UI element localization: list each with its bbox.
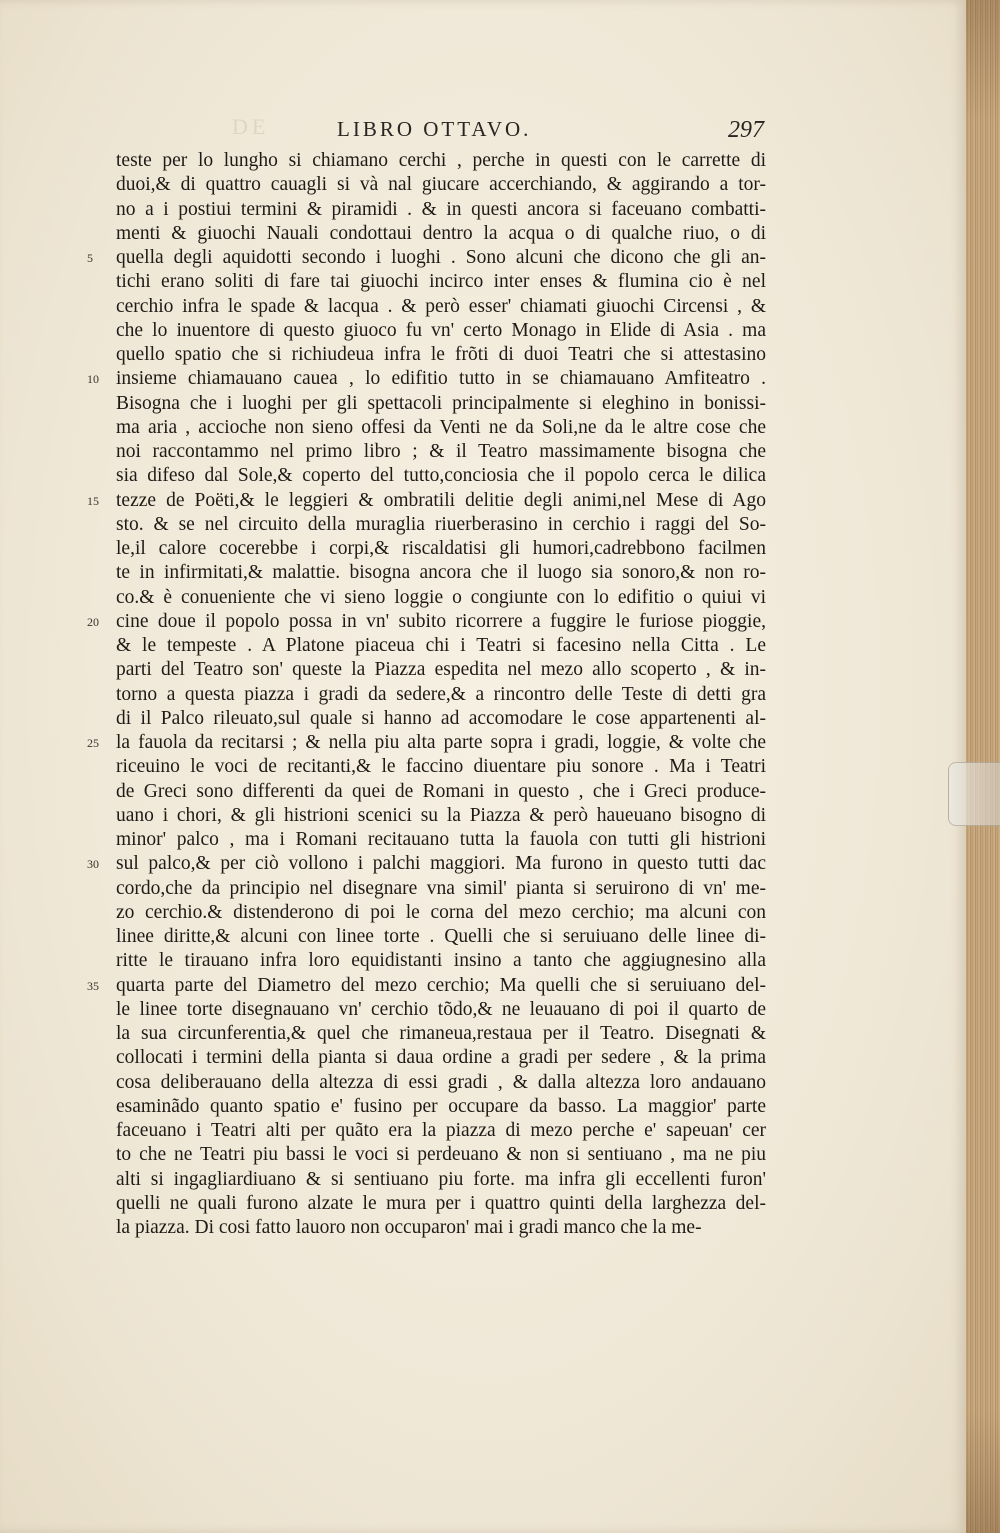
text-line [116, 877, 766, 901]
line-text: zo cerchio.& distenderono di poi le corna del mezo cerchio; ma alcuni con [116, 901, 766, 923]
line-number: 35 [87, 978, 99, 993]
text-line [116, 949, 766, 973]
text-line [116, 319, 766, 343]
line-text: tichi erano soliti di fare tai giuochi incirco inter enses & flumina cio è nel [116, 271, 766, 293]
line-number: 5 [87, 251, 93, 265]
text-line [116, 634, 766, 658]
text-block [87, 149, 766, 1240]
line-text: la piazza. Di cosi fatto lauoro non occuparon' mai i gradi manco che la me- [116, 1217, 702, 1238]
text-line [87, 367, 766, 391]
text-line [116, 270, 766, 294]
line-text: le linee torte disegnauano vn' cerchio tõdo,& ne leuauano di poi il quarto de [116, 998, 766, 1020]
text-line [116, 173, 766, 197]
line-text: esaminãdo quanto spatio e' fusino per occupare da basso. La maggior' parte [116, 1095, 766, 1117]
line-text: collocati i termini della pianta si daua ordine a gradi per sedere , & la prima [116, 1047, 766, 1069]
line-text: le,il calore cocerebbe i corpi,& riscaldatisi gli humori,cadrebbono facilmen [116, 538, 766, 559]
line-text: cosa deliberauano della altezza di essi gradi , & dalla altezza loro andauano [116, 1071, 766, 1093]
text-line [116, 222, 766, 246]
line-text: la fauola da recitarsi ; & nella piu alta parte sopra i gradi, loggie, & volte che [116, 732, 766, 753]
line-text: linee diritte,& alcuni con linee torte . Quelli che si seruiuano delle linee di- [116, 926, 766, 947]
text-line [116, 998, 766, 1022]
line-text: faceuano i Teatri alti per quãto era la piazza di mezo perche e' sapeuan' cer [116, 1120, 766, 1141]
line-number: 20 [87, 614, 99, 629]
line-number: 15 [87, 493, 99, 508]
line-text: teste per lo lungho si chiamano cerchi , perche in questi con le carrette di [116, 150, 766, 171]
line-text: quello spatio che si richiudeua infra le frõti di duoi Teatri che si attestasino [116, 344, 766, 365]
text-line [116, 513, 766, 537]
line-text: & le tempeste . A Platone piaceua chi i Teatri si facesino nella Citta . Le [116, 635, 766, 656]
text-line [116, 561, 766, 585]
text-line [116, 780, 766, 804]
text-line [116, 828, 766, 852]
text-line [116, 537, 766, 561]
line-text: ma aria , accioche non sieno offesi da Venti ne da Soli,ne da le altre cose che [116, 416, 766, 438]
text-line [116, 198, 766, 222]
line-text: quarta parte del Diametro del mezo cerchio; Ma quelli che si seruiuano del- [116, 974, 766, 996]
text-line [116, 1216, 766, 1240]
text-line [116, 1095, 766, 1119]
line-text: te in infirmitati,& malattie. bisogna ancora che il luogo sia sonoro,& non ro- [116, 562, 766, 584]
text-line [116, 464, 766, 488]
text-line [87, 974, 766, 998]
running-title: LIBRO OTTAVO. [337, 117, 532, 141]
line-text: ritte le tirauano infra loro equidistanti insino a tanto che aggiugnesino alla [116, 950, 766, 972]
text-line [116, 925, 766, 949]
line-text: riceuino le voci de recitanti,& le faccino diuentare piu sonore . Ma i Teatri [116, 756, 766, 778]
line-text: cordo,che da principio nel disegnare vna simil' pianta si seruirono di vn' me- [116, 877, 766, 899]
line-text: torno a questa piazza i gradi da sedere,& a rincontro delle Teste di detti gra [116, 683, 766, 705]
line-text: alti si ingagliardiuano & si sentiuano piu forte. ma infra gli eccellenti furon' [116, 1168, 766, 1190]
line-text: Bisogna che i luoghi per gli spettacoli principalmente si eleghino in bonissi- [116, 392, 766, 414]
text-line [116, 392, 766, 416]
line-text: de Greci sono differenti da quei de Romani in questo , che i Greci produce- [116, 780, 766, 802]
line-text: menti & giuochi Nauali condottaui dentro la acqua o di qualche riuo, o di [116, 222, 766, 244]
line-text: tezze de Poëti,& le leggieri & ombratili delitie degli animi,nel Mese di Ago [116, 489, 766, 511]
text-line [87, 731, 766, 755]
line-text: sia difeso dal Sole,& coperto del tutto,conciosia che il popolo cerca le dilica [116, 465, 766, 487]
text-line [116, 901, 766, 925]
text-line [116, 343, 766, 367]
text-line [116, 149, 766, 173]
line-text: di il Palco rileuato,sul quale si hanno ad accomodare le cose appartenenti al- [116, 707, 766, 729]
text-line [116, 295, 766, 319]
line-text: parti del Teatro son' queste la Piazza espedita nel mezo allo scoperto , & in- [116, 659, 766, 681]
text-line [87, 610, 766, 634]
text-line [116, 707, 766, 731]
line-text: quelli ne quali furono alzate le mura per i quattro quinti della larghezza del- [116, 1192, 766, 1214]
line-text: minor' palco , ma i Romani recitauano tutta la fauola con tutti gli histrioni [116, 829, 766, 850]
line-number: 25 [87, 736, 99, 750]
line-text: che lo inuentore di questo giuoco fu vn' certo Monago in Elide di Asia . ma [116, 319, 766, 341]
text-line [116, 1168, 766, 1192]
line-text: sto. & se nel circuito della muraglia riuerberasino in cerchio i raggi del So- [116, 513, 766, 535]
text-line [116, 755, 766, 779]
text-line [116, 1192, 766, 1216]
text-line [116, 683, 766, 707]
text-line [116, 1119, 766, 1143]
text-line [116, 440, 766, 464]
text-line [116, 1046, 766, 1070]
line-text: noi raccontammo nel primo libro ; & il Teatro massimamente bisogna che [116, 441, 766, 462]
text-line [116, 658, 766, 682]
line-text: uano i chori, & gli histrioni scenici su la Piazza & però haueuano bisogno di [116, 804, 766, 826]
line-number: 10 [87, 372, 99, 387]
text-line [116, 1071, 766, 1095]
line-text: insieme chiamauano cauea , lo edifitio tutto in se chiamauano Amfiteatro . [116, 368, 766, 390]
line-text: duoi,& di quattro cauagli si và nal giucare accerchiando, & aggirando a tor- [116, 174, 766, 196]
text-line [116, 1143, 766, 1167]
line-text: to che ne Teatri piu bassi le voci si perdeuano & non si sentiuano , ma ne piu [116, 1144, 766, 1166]
text-line [87, 246, 766, 270]
show-through-text: DE [232, 114, 270, 139]
line-text: sul palco,& per ciò vollono i palchi maggiori. Ma furono in questo tutti dac [116, 853, 766, 875]
text-line [116, 804, 766, 828]
page-number: 297 [728, 117, 764, 143]
text-line [87, 489, 766, 513]
line-text: cerchio infra le spade & lacqua . & però esser' chiamati giuochi Circensi , & [116, 295, 766, 317]
text-line [87, 852, 766, 876]
text-line [116, 586, 766, 610]
page-header [0, 117, 966, 147]
line-text: cine doue il popolo possa in vn' subito ricorrere a fuggire le furiose pioggie, [116, 610, 766, 632]
line-text: quella degli aquidotti secondo i luoghi . Sono alcuni che dicono che gli an- [116, 247, 766, 268]
text-line [116, 416, 766, 440]
line-text: no a i postiui termini & piramidi . & in questi ancora si faceuano combatti- [116, 198, 766, 220]
line-number: 30 [87, 857, 99, 872]
text-line [116, 1022, 766, 1046]
page-tab-marker [948, 762, 1000, 826]
line-text: la sua circunferentia,& quel che rimaneua,restaua per il Teatro. Disegnati & [116, 1023, 766, 1044]
line-text: co.& è conueniente che vi sieno loggie o congiunte con lo edifitio o quiui vi [116, 586, 766, 608]
